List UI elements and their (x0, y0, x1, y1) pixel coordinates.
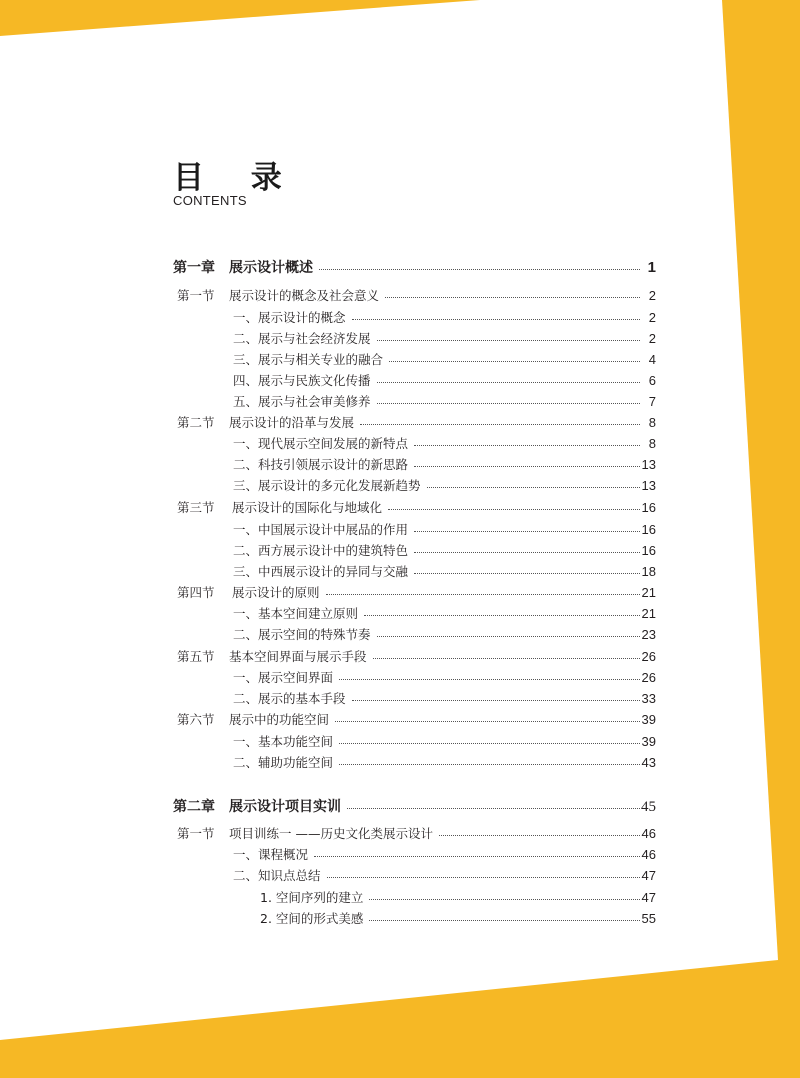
toc-item[interactable] (0, 476, 800, 496)
leader-dots (427, 487, 640, 488)
leader-dots (388, 509, 640, 510)
toc-item[interactable] (0, 753, 800, 773)
page-number: 16 (641, 522, 656, 537)
page-number: 8 (648, 436, 656, 451)
toc-subitem[interactable] (0, 888, 800, 908)
chapter-title: 展示设计项目实训 (229, 799, 341, 815)
section-title: 展示设计的国际化与地域化 (232, 500, 383, 515)
page-number: 2 (648, 288, 656, 303)
leader-dots (377, 382, 640, 383)
page-number: 2 (648, 331, 656, 346)
item-title: 一、中国展示设计中展品的作用 (233, 522, 409, 537)
section-title: 展示设计的沿革与发展 (229, 415, 355, 430)
item-title: 三、中西展示设计的异同与交融 (233, 564, 409, 579)
leader-dots (377, 636, 640, 637)
leader-dots (360, 424, 640, 425)
page-number: 16 (641, 543, 656, 558)
toc-item[interactable] (0, 845, 800, 865)
toc-chapter[interactable] (0, 797, 800, 817)
leader-dots (327, 877, 640, 878)
item-title: 二、展示与社会经济发展 (233, 331, 371, 346)
toc-item[interactable] (0, 371, 800, 391)
page-number: 39 (641, 734, 656, 749)
toc-item[interactable] (0, 604, 800, 624)
toc-item[interactable] (0, 434, 800, 454)
leader-dots (414, 552, 640, 553)
page-number: 21 (641, 606, 656, 621)
page-number: 46 (641, 847, 656, 862)
toc-item[interactable] (0, 455, 800, 475)
toc-item[interactable] (0, 625, 800, 645)
section-number: 第四节 (177, 585, 215, 600)
item-title: 一、基本空间建立原则 (233, 606, 359, 621)
section-title: 项目训练一 ——历史文化类展示设计 (229, 826, 433, 841)
leader-dots (369, 899, 640, 900)
section-number: 第一节 (177, 826, 215, 841)
leader-dots (414, 466, 640, 467)
page-number: 43 (641, 755, 656, 770)
toc-chapter[interactable] (0, 258, 800, 278)
item-title: 一、展示设计的概念 (233, 310, 346, 325)
section-title: 展示设计的原则 (232, 585, 320, 600)
page-number: 21 (641, 585, 656, 600)
item-title: 二、展示空间的特殊节奏 (233, 627, 371, 642)
page-number: 18 (641, 564, 656, 579)
leader-dots (352, 319, 640, 320)
item-title: 四、展示与民族文化传播 (233, 373, 371, 388)
toc-item[interactable] (0, 732, 800, 752)
section-title: 基本空间界面与展示手段 (229, 649, 367, 664)
page-title: 目 录 (173, 160, 300, 196)
leader-dots (347, 808, 640, 809)
item-title: 一、展示空间界面 (233, 670, 334, 685)
section-number: 第六节 (177, 712, 215, 727)
toc-item[interactable] (0, 392, 800, 412)
leader-dots (439, 835, 640, 836)
page-number: 16 (641, 500, 656, 515)
item-title: 二、知识点总结 (233, 868, 321, 883)
toc-item[interactable] (0, 541, 800, 561)
item-title: 三、展示设计的多元化发展新趋势 (233, 478, 421, 493)
toc-item[interactable] (0, 350, 800, 370)
leader-dots (377, 403, 640, 404)
item-title: 一、基本功能空间 (233, 734, 334, 749)
page-number: 26 (641, 649, 656, 664)
toc-item[interactable] (0, 562, 800, 582)
page-number: 7 (648, 394, 656, 409)
item-title: 二、辅助功能空间 (233, 755, 334, 770)
leader-dots (326, 594, 640, 595)
page-number: 46 (641, 826, 656, 841)
leader-dots (414, 573, 640, 574)
item-title: 三、展示与相关专业的融合 (233, 352, 384, 367)
page-number: 55 (641, 911, 656, 926)
toc-section[interactable] (0, 647, 800, 667)
toc-item[interactable] (0, 689, 800, 709)
item-title: 一、课程概况 (233, 847, 309, 862)
leader-dots (314, 856, 640, 857)
item-title: 二、西方展示设计中的建筑特色 (233, 543, 409, 558)
chapter-number: 第一章 (173, 260, 215, 276)
page-number: 4 (648, 352, 656, 367)
toc-section[interactable] (0, 710, 800, 730)
chapter-number: 第二章 (173, 799, 215, 815)
section-number: 第五节 (177, 649, 215, 664)
section-title: 展示中的功能空间 (229, 712, 330, 727)
toc-section[interactable] (0, 498, 800, 518)
page-subtitle: CONTENTS (173, 193, 247, 208)
page-number: 26 (641, 670, 656, 685)
leader-dots (339, 743, 640, 744)
subitem-title: 1. 空间序列的建立 (260, 890, 364, 905)
section-number: 第一节 (177, 288, 215, 303)
leader-dots (364, 615, 640, 616)
section-number: 第二节 (177, 415, 215, 430)
item-title: 二、科技引领展示设计的新思路 (233, 457, 409, 472)
item-title: 一、现代展示空间发展的新特点 (233, 436, 409, 451)
item-title: 五、展示与社会审美修养 (233, 394, 371, 409)
subitem-title: 2. 空间的形式美感 (260, 911, 364, 926)
page-number: 23 (641, 627, 656, 642)
toc-subitem[interactable] (0, 909, 800, 929)
leader-dots (414, 445, 640, 446)
section-number: 第三节 (177, 500, 215, 515)
page-number: 47 (641, 890, 656, 905)
leader-dots (385, 297, 640, 298)
item-title: 二、展示的基本手段 (233, 691, 346, 706)
page-number: 1 (647, 259, 656, 276)
leader-dots (369, 920, 640, 921)
leader-dots (389, 361, 640, 362)
leader-dots (373, 658, 640, 659)
toc-section[interactable] (0, 286, 800, 306)
toc-section[interactable] (0, 583, 800, 603)
leader-dots (319, 269, 640, 270)
page-number: 33 (641, 691, 656, 706)
toc-item[interactable] (0, 668, 800, 688)
page-number: 47 (641, 868, 656, 883)
toc-item[interactable] (0, 866, 800, 886)
page-number: 45 (641, 799, 656, 815)
leader-dots (414, 531, 640, 532)
page-number: 6 (648, 373, 656, 388)
page-number: 8 (648, 415, 656, 430)
page-number: 39 (641, 712, 656, 727)
leader-dots (352, 700, 640, 701)
page-number: 13 (641, 478, 656, 493)
section-title: 展示设计的概念及社会意义 (229, 288, 380, 303)
toc-section[interactable] (0, 824, 800, 844)
leader-dots (335, 721, 640, 722)
chapter-title: 展示设计概述 (229, 260, 313, 276)
toc-item[interactable] (0, 308, 800, 328)
page-number: 13 (641, 457, 656, 472)
toc-item[interactable] (0, 329, 800, 349)
toc-item[interactable] (0, 520, 800, 540)
leader-dots (377, 340, 640, 341)
toc-section[interactable] (0, 413, 800, 433)
leader-dots (339, 679, 640, 680)
leader-dots (339, 764, 640, 765)
page-number: 2 (648, 310, 656, 325)
